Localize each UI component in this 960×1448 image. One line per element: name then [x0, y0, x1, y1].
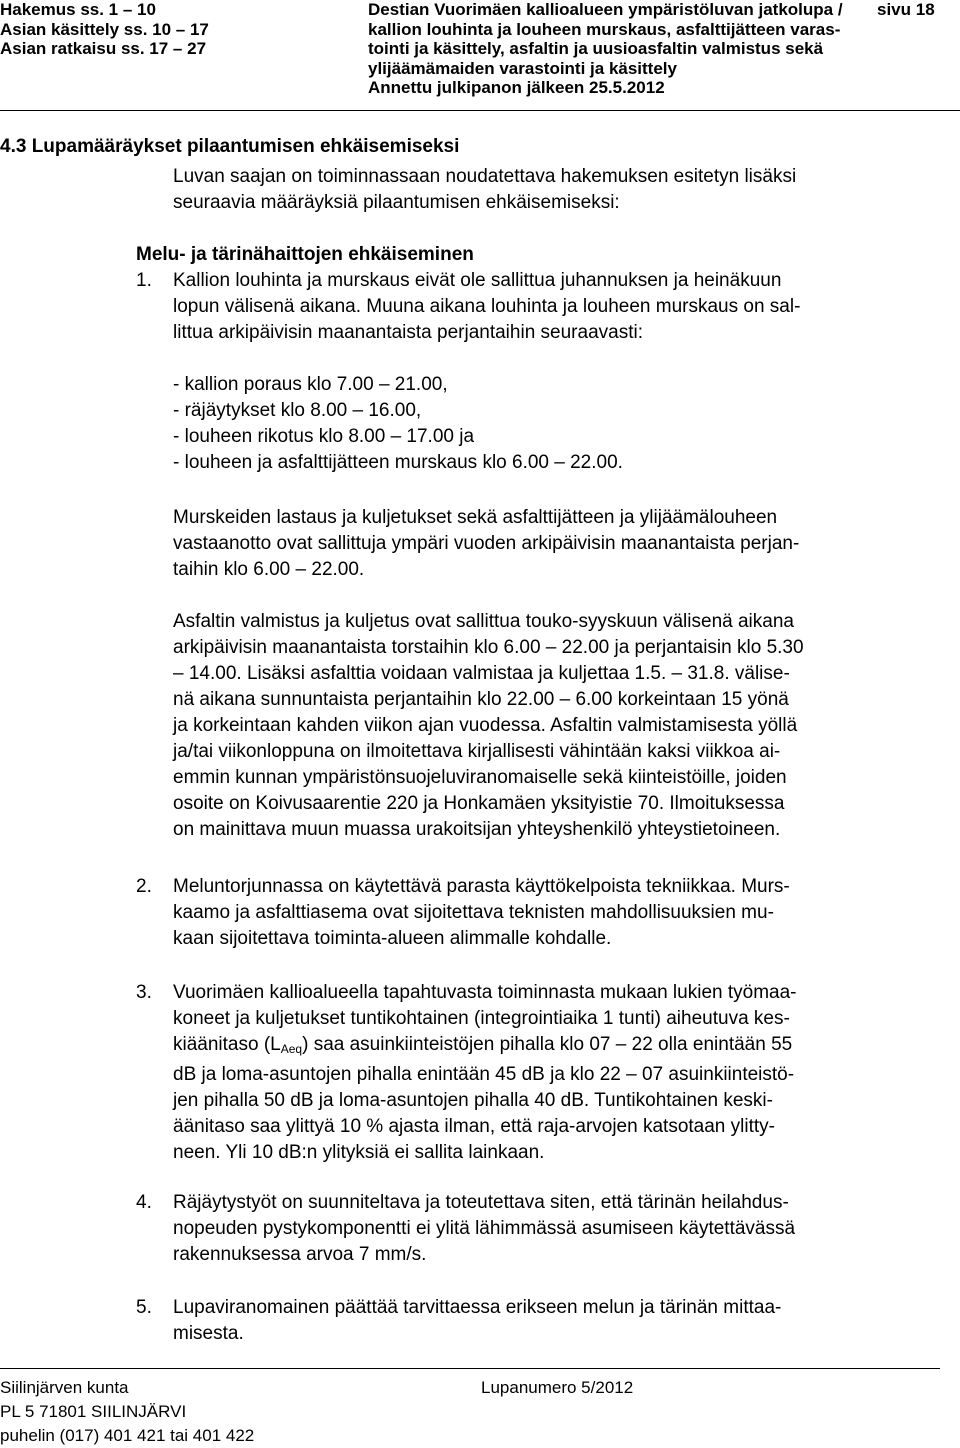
paragraph-line: on mainittava muun muassa urakoitsijan yhteyshenkilö yhteystietoineen.	[173, 819, 781, 840]
paragraph-line: ja korkeintaan kahden viikon ajan vuodessa. Asfaltin valmistamisesta yöllä	[173, 715, 798, 736]
item-1-line: littua arkipäivisin maanantaista perjantaihin seuraavasti:	[173, 322, 643, 343]
header-case-ranges	[0, 0, 209, 59]
item-3-line-start: kiäänitaso (L	[173, 1034, 281, 1055]
item-2-line: Meluntorjunnassa on käytettävä parasta käyttökelpoista tekniikkaa. Murs-	[173, 876, 790, 897]
item-3-text	[173, 980, 796, 1166]
footer-line: puhelin (017) 401 421 tai 401 422	[0, 1426, 255, 1445]
footer-line: Siilinjärven kunta	[0, 1378, 129, 1397]
paragraph-line: ja/tai viikonloppuna on ilmoitettava kirjallisesti vähintään kaksi viikkoa ai-	[173, 741, 781, 762]
item-2-line: kaamo ja asfalttiasema ovat sijoitettava teknisten mahdollisuuksien mu-	[173, 902, 774, 923]
header-center-line: kallion louhinta ja louheen murskaus, asfalttijätteen varas-	[368, 19, 841, 39]
item-4-line: nopeuden pystykomponentti ei ylitä lähimmässä asumiseen käytettävässä	[173, 1218, 796, 1239]
item-2-line: kaan sijoitettava toiminta-alueen alimmalle kohdalle.	[173, 928, 612, 949]
item-5-line: Lupaviranomainen päättää tarvittaessa erikseen melun ja tärinän mittaa-	[173, 1297, 782, 1318]
footer-line: PL 5 71801 SIILINJÄRVI	[0, 1402, 187, 1421]
header-center-line: tointi ja käsittely, asfaltin ja uusioasfaltin valmistus sekä	[368, 39, 824, 58]
header-left-line: Asian käsittely ss. 10 – 17	[0, 19, 209, 39]
header-rule	[0, 110, 960, 111]
section-title: 4.3 Lupamääräykset pilaantumisen ehkäisemiseksi	[0, 136, 460, 157]
header-left-line: Asian ratkaisu ss. 17 – 27	[0, 39, 207, 58]
item-3-line: äänitaso saa ylittyä 10 % ajasta ilman, että raja-arvojen katsotaan ylitty-	[173, 1116, 775, 1137]
subheading: Melu- ja tärinähaittojen ehkäiseminen	[136, 244, 474, 265]
schedule-list-item: - kallion poraus klo 7.00 – 21.00,	[173, 374, 448, 395]
paragraph-line: arkipäivisin maanantaista torstaihin klo 6.00 – 22.00 ja perjantaisin klo 5.30	[173, 637, 804, 658]
header-left-line: Hakemus ss. 1 – 10	[0, 0, 156, 19]
header-center-line: Annettu julkipanon jälkeen 25.5.2012	[368, 78, 665, 97]
paragraph-line: emmin kunnan ympäristönsuojeluviranomaiselle sekä kiinteistöille, joiden	[173, 767, 787, 788]
section-intro	[173, 164, 796, 216]
paragraph-line: – 14.00. Lisäksi asfalttia voidaan valmistaa ja kuljettaa 1.5. – 31.8. välise-	[173, 663, 790, 684]
intro-line: seuraavia määräyksiä pilaantumisen ehkäisemiseksi:	[173, 192, 620, 213]
item-4-number: 4.	[136, 1192, 152, 1213]
header-center-line: Destian Vuorimäen kallioalueen ympäristöluvan jatkolupa /	[368, 0, 843, 19]
item-3-line-end: ) saa asuinkiinteistöjen pihalla klo 07 – 22 olla enintään 55	[302, 1034, 793, 1055]
footer-permit-number: Lupanumero 5/2012	[481, 1378, 634, 1397]
footer-rule	[0, 1368, 940, 1369]
paragraph-line: vastaanotto ovat sallittuja ympäri vuoden arkipäivisin maanantaista perjan-	[173, 533, 800, 554]
intro-line: Luvan saajan on toiminnassaan noudatettava hakemuksen esitetyn lisäksi	[173, 166, 797, 187]
item-1-number: 1.	[136, 270, 152, 291]
item-3-line: Vuorimäen kallioalueella tapahtuvasta toiminnasta mukaan lukien työmaa-	[173, 982, 797, 1003]
schedule-list-item: - louheen ja asfalttijätteen murskaus klo 6.00 – 22.00.	[173, 452, 623, 473]
page-number: sivu 18	[877, 0, 935, 19]
header-decision-title	[368, 0, 843, 98]
item-5-text	[173, 1295, 781, 1347]
paragraph-line: taihin klo 6.00 – 22.00.	[173, 559, 365, 580]
item-3-line-with-subscript	[173, 1032, 796, 1062]
item-4-line: Räjäytystyöt on suunniteltava ja toteutettava siten, että tärinän heilahdus-	[173, 1192, 789, 1213]
item-3-line: jen pihalla 50 dB ja loma-asuntojen pihalla 40 dB. Tuntikohtainen keski-	[173, 1090, 773, 1111]
paragraph-line: Murskeiden lastaus ja kuljetukset sekä asfalttijätteen ja ylijäämälouheen	[173, 507, 778, 528]
item-3-line: neen. Yli 10 dB:n ylityksiä ei sallita lainkaan.	[173, 1142, 545, 1163]
item-2-number: 2.	[136, 876, 152, 897]
schedule-list-item: - louheen rikotus klo 8.00 – 17.00 ja	[173, 426, 475, 447]
paragraph-line: Asfaltin valmistus ja kuljetus ovat sallittua touko-syyskuun välisenä aikana	[173, 611, 794, 632]
item-1-text	[173, 268, 800, 346]
header-center-line: ylijäämämaiden varastointi ja käsittely	[368, 58, 677, 78]
item-5-number: 5.	[136, 1297, 152, 1318]
paragraph-line: osoite on Koivusaarentie 220 ja Honkamäen yksityistie 70. Ilmoituksessa	[173, 793, 785, 814]
item-4-line: rakennuksessa arvoa 7 mm/s.	[173, 1244, 427, 1265]
item-4-text	[173, 1190, 795, 1268]
item-5-line: misesta.	[173, 1323, 244, 1344]
laeq-subscript: Aeq	[280, 1042, 303, 1056]
item-1-paragraph-3	[173, 609, 804, 843]
item-1-line: lopun välisenä aikana. Muuna aikana louhinta ja louheen murskaus on sal-	[173, 296, 801, 317]
item-3-line: dB ja loma-asuntojen pihalla enintään 45 dB ja klo 22 – 07 asuinkiinteistö-	[173, 1064, 795, 1085]
paragraph-line: nä aikana sunnuntaista perjantaihin klo 22.00 – 6.00 korkeintaan 15 yönä	[173, 689, 789, 710]
item-2-text	[173, 874, 790, 952]
item-1-schedule-list	[173, 372, 623, 476]
item-3-number: 3.	[136, 982, 152, 1003]
item-3-line: koneet ja kuljetukset tuntikohtainen (integrointiaika 1 tunti) aiheutuva kes-	[173, 1008, 790, 1029]
schedule-list-item: - räjäytykset klo 8.00 – 16.00,	[173, 400, 422, 421]
footer-address	[0, 1376, 254, 1448]
item-1-line: Kallion louhinta ja murskaus eivät ole sallittua juhannuksen ja heinäkuun	[173, 270, 782, 291]
item-1-paragraph-2	[173, 505, 799, 583]
